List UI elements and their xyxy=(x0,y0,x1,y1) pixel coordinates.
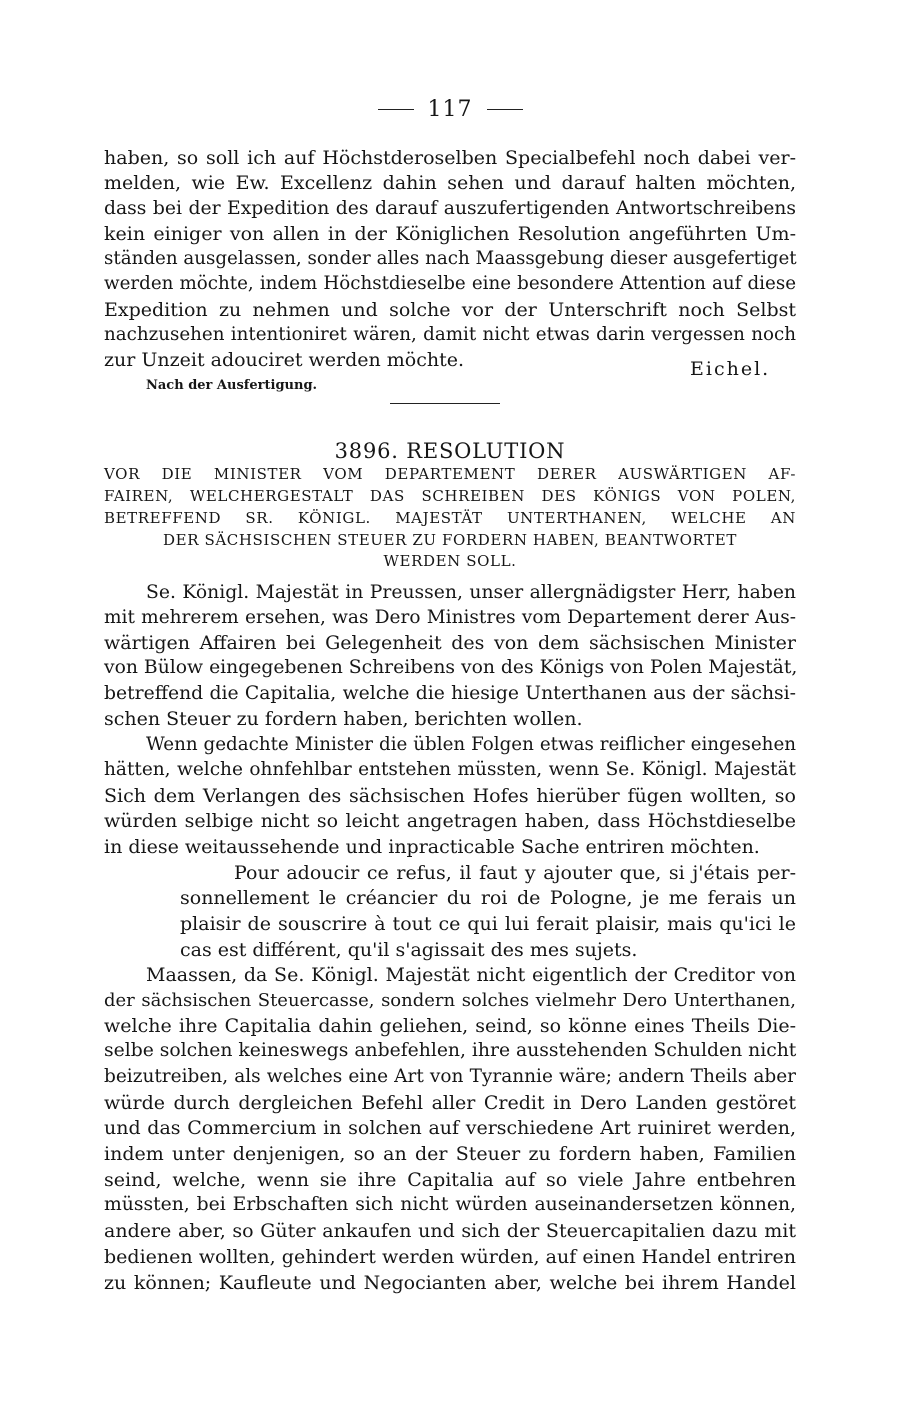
text-line: Wenn gedachte Minister die üblen Folgen etwas reiflicher eingesehen xyxy=(146,734,796,755)
text-line: Pour adoucir ce refus, il faut y ajouter que, si j'étais per- xyxy=(234,862,796,884)
text-line: Se. Königl. Majestät in Preussen, unser allergnädigster Herr, haben xyxy=(146,582,796,603)
subtitle-line: VOR DIE MINISTER VOM DEPARTEMENT DERER AUSWÄRTIGEN AF- xyxy=(104,465,796,483)
text-line: bedienen wollten, gehindert werden würden, auf einen Handel entriren xyxy=(104,1246,796,1268)
signature: Eichel. xyxy=(690,358,771,380)
section-divider xyxy=(390,403,500,404)
text-line: und das Commercium in solchen auf verschiedene Art ruiniret werden, xyxy=(104,1117,796,1139)
text-line: schen Steuer zu fordern haben, berichten wollen. xyxy=(104,708,583,730)
subtitle-line: BETREFFEND SR. KÖNIGL. MAJESTÄT UNTERTHANEN, WELCHE AN xyxy=(104,509,796,527)
subtitle-line: FAIREN, WELCHERGESTALT DAS SCHREIBEN DES KÖNIGS VON POLEN, xyxy=(104,487,796,505)
text-line: haben, so soll ich auf Höchstderoselben Specialbefehl noch dabei ver- xyxy=(104,147,796,169)
header-dash-right xyxy=(487,109,523,110)
text-line: indem unter denjenigen, so an der Steuer zu fordern haben, Familien xyxy=(104,1143,796,1165)
text-line: selbe solchen keineswegs anbefehlen, ihre ausstehenden Schulden nicht xyxy=(104,1040,797,1061)
text-line: werden möchte, indem Höchstdieselbe eine besondere Attention auf diese xyxy=(104,273,796,294)
page-number: 117 xyxy=(427,96,473,122)
text-line: in diese weitaussehende und inpracticable Sache entriren möchten. xyxy=(104,836,760,858)
header-dash-left xyxy=(378,109,414,110)
subtitle-line: WERDEN SOLL. xyxy=(383,552,517,570)
document-title: 3896. RESOLUTION xyxy=(334,439,566,463)
text-line: zu können; Kaufleute und Negocianten aber, welche bei ihrem Handel xyxy=(104,1272,796,1294)
text-line: dass bei der Expedition des darauf auszufertigenden Antwortschreibens xyxy=(104,198,796,219)
text-line: betreffend die Capitalia, welche die hiesige Unterthanen aus der sächsi- xyxy=(104,683,796,704)
text-line: beizutreiben, als welches eine Art von Tyrannie wäre; andern Theils aber xyxy=(104,1066,796,1087)
text-line: zur Unzeit adouciret werden möchte. xyxy=(104,349,465,371)
text-line: Expedition zu nehmen und solche vor der Unterschrift noch Selbst xyxy=(104,299,796,321)
text-line: welche ihre Capitalia dahin geliehen, seind, so könne eines Theils Die- xyxy=(104,1015,796,1037)
text-line: mit mehrerem ersehen, was Dero Ministres vom Departement derer Aus- xyxy=(104,607,796,628)
text-line: ständen ausgelassen, sonder alles nach Maassgebung dieser ausgefertiget xyxy=(104,248,797,269)
text-line: nachzusehen intentioniret wären, damit nicht etwas darin vergessen noch xyxy=(104,324,796,345)
page-header xyxy=(0,92,900,126)
text-line: plaisir de souscrire à tout ce qui lui ferait plaisir, mais qu'ici le xyxy=(180,913,796,935)
subtitle-line: DER SÄCHSISCHEN STEUER ZU FORDERN HABEN, BEANTWORTET xyxy=(163,531,737,549)
text-line: cas est différent, qu'il s'agissait des mes sujets. xyxy=(180,939,638,961)
text-line: würde durch dergleichen Befehl aller Credit in Dero Landen gestöret xyxy=(104,1092,796,1114)
text-line: der sächsischen Steuercasse, sondern solches vielmehr Dero Unterthanen, xyxy=(104,990,796,1011)
text-line: seind, welche, wenn sie ihre Capitalia auf so viele Jahre entbehren xyxy=(104,1169,796,1191)
text-line: müssten, bei Erbschaften sich nicht würden auseinandersetzen können, xyxy=(104,1194,796,1215)
text-line: Maassen, da Se. Königl. Majestät nicht eigentlich der Creditor von xyxy=(146,964,796,986)
text-line: Sich dem Verlangen des sächsischen Hofes hierüber fügen wollten, so xyxy=(104,785,796,807)
text-line: würden selbige nicht so leicht angetragen haben, dass Höchstdieselbe xyxy=(104,810,796,832)
text-line: sonnellement le créancier du roi de Pologne, je me ferais un xyxy=(180,887,796,909)
source-note: Nach der Ausfertigung. xyxy=(146,378,318,393)
text-line: hätten, welche ohnfehlbar entstehen müssten, wenn Se. Königl. Majestät xyxy=(104,759,796,780)
text-line: kein einiger von allen in der Königlichen Resolution angeführten Um- xyxy=(104,223,796,245)
text-line: andere aber, so Güter ankaufen und sich der Steuercapitalien dazu mit xyxy=(104,1220,796,1242)
text-line: melden, wie Ew. Excellenz dahin sehen und darauf halten möchten, xyxy=(104,172,796,194)
text-line: von Bülow eingegebenen Schreibens von des Königs von Polen Majestät, xyxy=(104,657,798,678)
text-line: wärtigen Affairen bei Gelegenheit des von dem sächsischen Minister xyxy=(104,632,796,654)
